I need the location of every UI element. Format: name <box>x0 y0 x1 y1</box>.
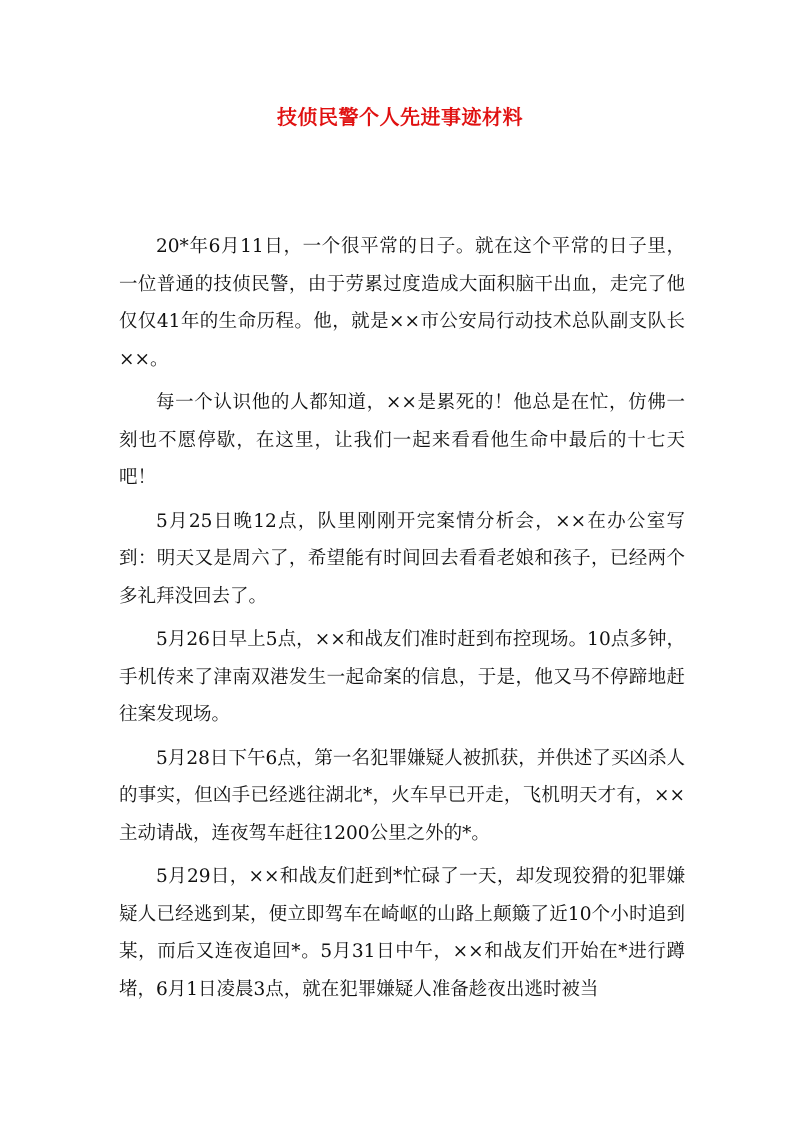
paragraph: 5月28日下午6点，第一名犯罪嫌疑人被抓获，并供述了买凶杀人的事实，但凶手已经逃往湖北*，火车早已开走，飞机明天才有，××主动请战，连夜驾车赶往1200公里之外的*。 <box>119 747 685 844</box>
document-body <box>119 228 685 1014</box>
paragraph: 5月26日早上5点，××和战友们准时赶到布控现场。10点多钟，手机传来了津南双港发生一起命案的信息，于是，他又马不停蹄地赶往案发现场。 <box>119 629 685 725</box>
paragraph: 5月25日晚12点，队里刚刚开完案情分析会，××在办公室写到：明天又是周六了，希望能有时间回去看看老娘和孩子，已经两个多礼拜没回去了。 <box>119 510 685 607</box>
paragraph: 5月29日，××和战友们赶到*忙碌了一天，却发现狡猾的犯罪嫌疑人已经逃到某，便立即驾车在崎岖的山路上颠簸了近10个小时追到某，而后又连夜追回*。5月31日中午，××和战友们开始在*进行蹲堵，6月1日凌晨3点，就在犯罪嫌疑人准备趁夜出逃时被当 <box>119 866 685 1000</box>
paragraph: 20*年6月11日，一个很平常的日子。就在这个平常的日子里，一位普通的技侦民警，由于劳累过度造成大面积脑干出血，走完了他仅仅41年的生命历程。他，就是××市公安局行动技术总队副支队长××。 <box>119 236 685 370</box>
document-title: 技侦民警个人先进事迹材料 <box>277 105 523 129</box>
paragraph: 每一个认识他的人都知道，××是累死的！他总是在忙，仿佛一刻也不愿停歇，在这里，让我们一起来看看他生命中最后的十七天吧！ <box>119 392 685 488</box>
